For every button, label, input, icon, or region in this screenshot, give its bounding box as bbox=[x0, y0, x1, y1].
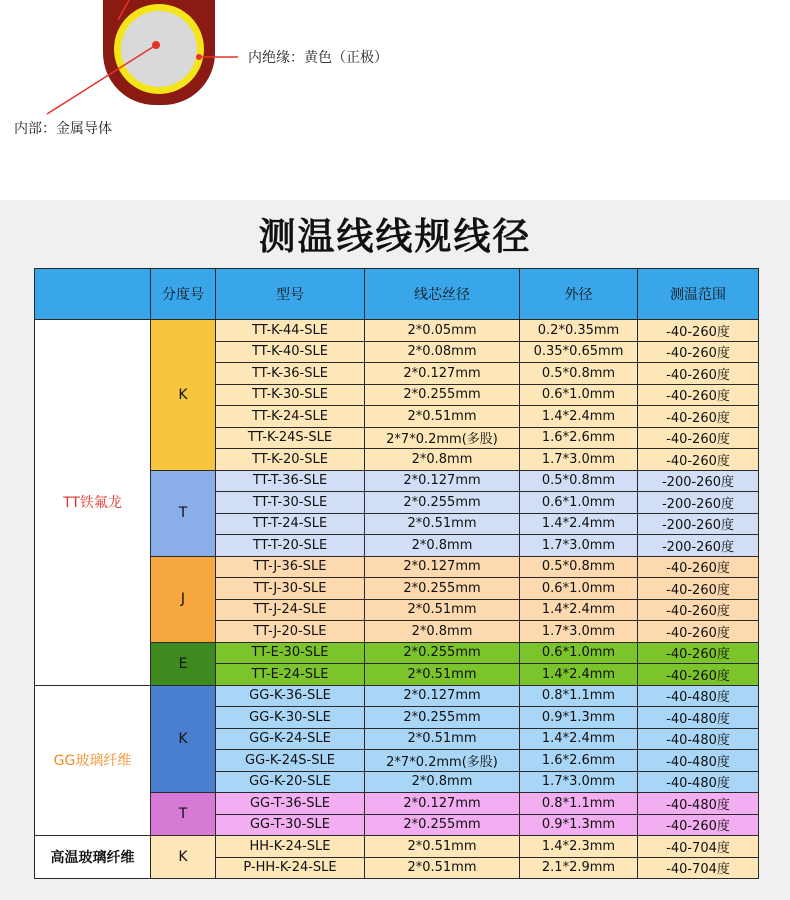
temp-range-cell: -40-480度 bbox=[638, 707, 759, 729]
temp-range-cell: -40-260度 bbox=[638, 427, 759, 449]
outer-diameter-cell: 1.6*2.6mm bbox=[520, 427, 638, 449]
wire-diameter-cell: 2*7*0.2mm(多股) bbox=[365, 750, 520, 772]
outer-diameter-cell: 0.8*1.1mm bbox=[520, 685, 638, 707]
outer-diameter-cell: 1.7*3.0mm bbox=[520, 535, 638, 557]
header-cell-temp-range: 测温范围 bbox=[638, 269, 759, 320]
outer-diameter-cell: 0.6*1.0mm bbox=[520, 642, 638, 664]
temp-range-cell: -200-260度 bbox=[638, 535, 759, 557]
outer-diameter-cell: 1.7*3.0mm bbox=[520, 621, 638, 643]
temp-range-cell: -40-260度 bbox=[638, 599, 759, 621]
model-cell: HH-K-24-SLE bbox=[216, 836, 365, 858]
temp-range-cell: -40-260度 bbox=[638, 384, 759, 406]
conductor-core bbox=[121, 11, 197, 87]
model-cell: P-HH-K-24-SLE bbox=[216, 857, 365, 879]
wire-diameter-cell: 2*0.8mm bbox=[365, 535, 520, 557]
model-cell: GG-K-24S-SLE bbox=[216, 750, 365, 772]
outer-diameter-cell: 0.5*0.8mm bbox=[520, 470, 638, 492]
grade-cell: K bbox=[151, 685, 216, 793]
grade-cell: K bbox=[151, 836, 216, 879]
table-header-row bbox=[35, 269, 759, 320]
temp-range-cell: -40-260度 bbox=[638, 320, 759, 342]
wire-diameter-cell: 2*0.51mm bbox=[365, 857, 520, 879]
model-cell: GG-K-24-SLE bbox=[216, 728, 365, 750]
header-cell-wire-diameter: 线芯丝径 bbox=[365, 269, 520, 320]
model-cell: TT-K-24-SLE bbox=[216, 406, 365, 428]
model-cell: GG-T-30-SLE bbox=[216, 814, 365, 836]
temp-range-cell: -40-480度 bbox=[638, 685, 759, 707]
spec-table bbox=[34, 268, 759, 879]
temp-range-cell: -40-260度 bbox=[638, 621, 759, 643]
temp-range-cell: -40-260度 bbox=[638, 664, 759, 686]
outer-diameter-cell: 0.6*1.0mm bbox=[520, 384, 638, 406]
grade-cell: J bbox=[151, 556, 216, 642]
temp-range-cell: -40-260度 bbox=[638, 556, 759, 578]
outer-diameter-cell: 1.4*2.4mm bbox=[520, 513, 638, 535]
temp-range-cell: -40-480度 bbox=[638, 771, 759, 793]
outer-diameter-cell: 0.9*1.3mm bbox=[520, 707, 638, 729]
spec-table-body bbox=[35, 320, 759, 879]
table-row bbox=[35, 320, 759, 342]
outer-diameter-cell: 1.4*2.4mm bbox=[520, 728, 638, 750]
model-cell: TT-T-36-SLE bbox=[216, 470, 365, 492]
outer-diameter-cell: 1.7*3.0mm bbox=[520, 449, 638, 471]
table-row bbox=[35, 836, 759, 858]
model-cell: TT-J-36-SLE bbox=[216, 556, 365, 578]
model-cell: TT-K-36-SLE bbox=[216, 363, 365, 385]
outer-diameter-cell: 1.4*2.4mm bbox=[520, 599, 638, 621]
temp-range-cell: -40-704度 bbox=[638, 857, 759, 879]
inner-conductor-label: 内部：金属导体 bbox=[14, 121, 112, 137]
outer-diameter-cell: 1.6*2.6mm bbox=[520, 750, 638, 772]
wire-diameter-cell: 2*0.51mm bbox=[365, 406, 520, 428]
outer-diameter-cell: 0.9*1.3mm bbox=[520, 814, 638, 836]
wire-diameter-cell: 2*0.8mm bbox=[365, 771, 520, 793]
outer-diameter-cell: 0.35*0.65mm bbox=[520, 341, 638, 363]
temp-range-cell: -40-480度 bbox=[638, 728, 759, 750]
temp-range-cell: -40-260度 bbox=[638, 578, 759, 600]
model-cell: TT-J-30-SLE bbox=[216, 578, 365, 600]
model-cell: TT-T-20-SLE bbox=[216, 535, 365, 557]
temp-range-cell: -40-260度 bbox=[638, 642, 759, 664]
header-cell-category bbox=[35, 269, 151, 320]
outer-diameter-cell: 0.5*0.8mm bbox=[520, 363, 638, 385]
wire-diameter-cell: 2*7*0.2mm(多股) bbox=[365, 427, 520, 449]
temp-range-cell: -40-480度 bbox=[638, 750, 759, 772]
model-cell: TT-K-40-SLE bbox=[216, 341, 365, 363]
header-cell-outer-diameter: 外径 bbox=[520, 269, 638, 320]
temp-range-cell: -200-260度 bbox=[638, 470, 759, 492]
inner-insulation-label: 内绝缘：黄色（正极） bbox=[248, 50, 388, 66]
wire-diameter-cell: 2*0.255mm bbox=[365, 492, 520, 514]
outer-diameter-cell: 1.4*2.4mm bbox=[520, 664, 638, 686]
outer-diameter-cell: 0.5*0.8mm bbox=[520, 556, 638, 578]
header-cell-model: 型号 bbox=[216, 269, 365, 320]
wire-diameter-cell: 2*0.255mm bbox=[365, 642, 520, 664]
model-cell: TT-T-24-SLE bbox=[216, 513, 365, 535]
model-cell: TT-E-30-SLE bbox=[216, 642, 365, 664]
cable-cross-section-svg bbox=[0, 0, 790, 200]
page-title: 测温线线规线径 bbox=[258, 215, 532, 258]
temp-range-cell: -40-704度 bbox=[638, 836, 759, 858]
grade-cell: T bbox=[151, 470, 216, 556]
wire-diameter-cell: 2*0.51mm bbox=[365, 728, 520, 750]
model-cell: TT-K-20-SLE bbox=[216, 449, 365, 471]
temp-range-cell: -40-480度 bbox=[638, 793, 759, 815]
wire-diameter-cell: 2*0.255mm bbox=[365, 707, 520, 729]
table-row bbox=[35, 685, 759, 707]
wire-diameter-cell: 2*0.05mm bbox=[365, 320, 520, 342]
temp-range-cell: -40-260度 bbox=[638, 363, 759, 385]
outer-diameter-cell: 1.4*2.4mm bbox=[520, 406, 638, 428]
grade-cell: E bbox=[151, 642, 216, 685]
wire-diameter-cell: 2*0.08mm bbox=[365, 341, 520, 363]
outer-diameter-cell: 0.6*1.0mm bbox=[520, 492, 638, 514]
wire-diameter-cell: 2*0.127mm bbox=[365, 470, 520, 492]
model-cell: TT-K-30-SLE bbox=[216, 384, 365, 406]
model-cell: TT-T-30-SLE bbox=[216, 492, 365, 514]
model-cell: TT-J-20-SLE bbox=[216, 621, 365, 643]
spec-panel bbox=[0, 200, 790, 900]
wire-diameter-cell: 2*0.51mm bbox=[365, 513, 520, 535]
wire-diameter-cell: 2*0.127mm bbox=[365, 685, 520, 707]
wire-diameter-cell: 2*0.127mm bbox=[365, 363, 520, 385]
temp-range-cell: -40-260度 bbox=[638, 341, 759, 363]
outer-diameter-cell: 1.4*2.3mm bbox=[520, 836, 638, 858]
grade-cell: K bbox=[151, 320, 216, 471]
model-cell: GG-K-36-SLE bbox=[216, 685, 365, 707]
wire-diameter-cell: 2*0.127mm bbox=[365, 793, 520, 815]
category-cell: GG玻璃纤维 bbox=[35, 685, 151, 836]
temp-range-cell: -40-260度 bbox=[638, 449, 759, 471]
outer-diameter-cell: 0.8*1.1mm bbox=[520, 793, 638, 815]
model-cell: GG-K-20-SLE bbox=[216, 771, 365, 793]
model-cell: TT-K-24S-SLE bbox=[216, 427, 365, 449]
wire-diameter-cell: 2*0.51mm bbox=[365, 599, 520, 621]
model-cell: GG-T-36-SLE bbox=[216, 793, 365, 815]
model-cell: TT-J-24-SLE bbox=[216, 599, 365, 621]
temp-range-cell: -40-260度 bbox=[638, 406, 759, 428]
cable-cross-section-diagram bbox=[0, 0, 790, 200]
wire-diameter-cell: 2*0.255mm bbox=[365, 384, 520, 406]
temp-range-cell: -40-260度 bbox=[638, 814, 759, 836]
header-cell-grade: 分度号 bbox=[151, 269, 216, 320]
wire-diameter-cell: 2*0.255mm bbox=[365, 814, 520, 836]
outer-diameter-cell: 0.2*0.35mm bbox=[520, 320, 638, 342]
model-cell: GG-K-30-SLE bbox=[216, 707, 365, 729]
temp-range-cell: -200-260度 bbox=[638, 513, 759, 535]
outer-diameter-cell: 0.6*1.0mm bbox=[520, 578, 638, 600]
outer-diameter-cell: 1.7*3.0mm bbox=[520, 771, 638, 793]
wire-diameter-cell: 2*0.127mm bbox=[365, 556, 520, 578]
wire-diameter-cell: 2*0.8mm bbox=[365, 449, 520, 471]
category-cell: 高温玻璃纤维 bbox=[35, 836, 151, 879]
wire-diameter-cell: 2*0.8mm bbox=[365, 621, 520, 643]
model-cell: TT-K-44-SLE bbox=[216, 320, 365, 342]
category-cell: TT铁氟龙 bbox=[35, 320, 151, 686]
wire-diameter-cell: 2*0.51mm bbox=[365, 664, 520, 686]
wire-diameter-cell: 2*0.51mm bbox=[365, 836, 520, 858]
model-cell: TT-E-24-SLE bbox=[216, 664, 365, 686]
grade-cell: T bbox=[151, 793, 216, 836]
outer-diameter-cell: 2.1*2.9mm bbox=[520, 857, 638, 879]
wire-diameter-cell: 2*0.255mm bbox=[365, 578, 520, 600]
temp-range-cell: -200-260度 bbox=[638, 492, 759, 514]
